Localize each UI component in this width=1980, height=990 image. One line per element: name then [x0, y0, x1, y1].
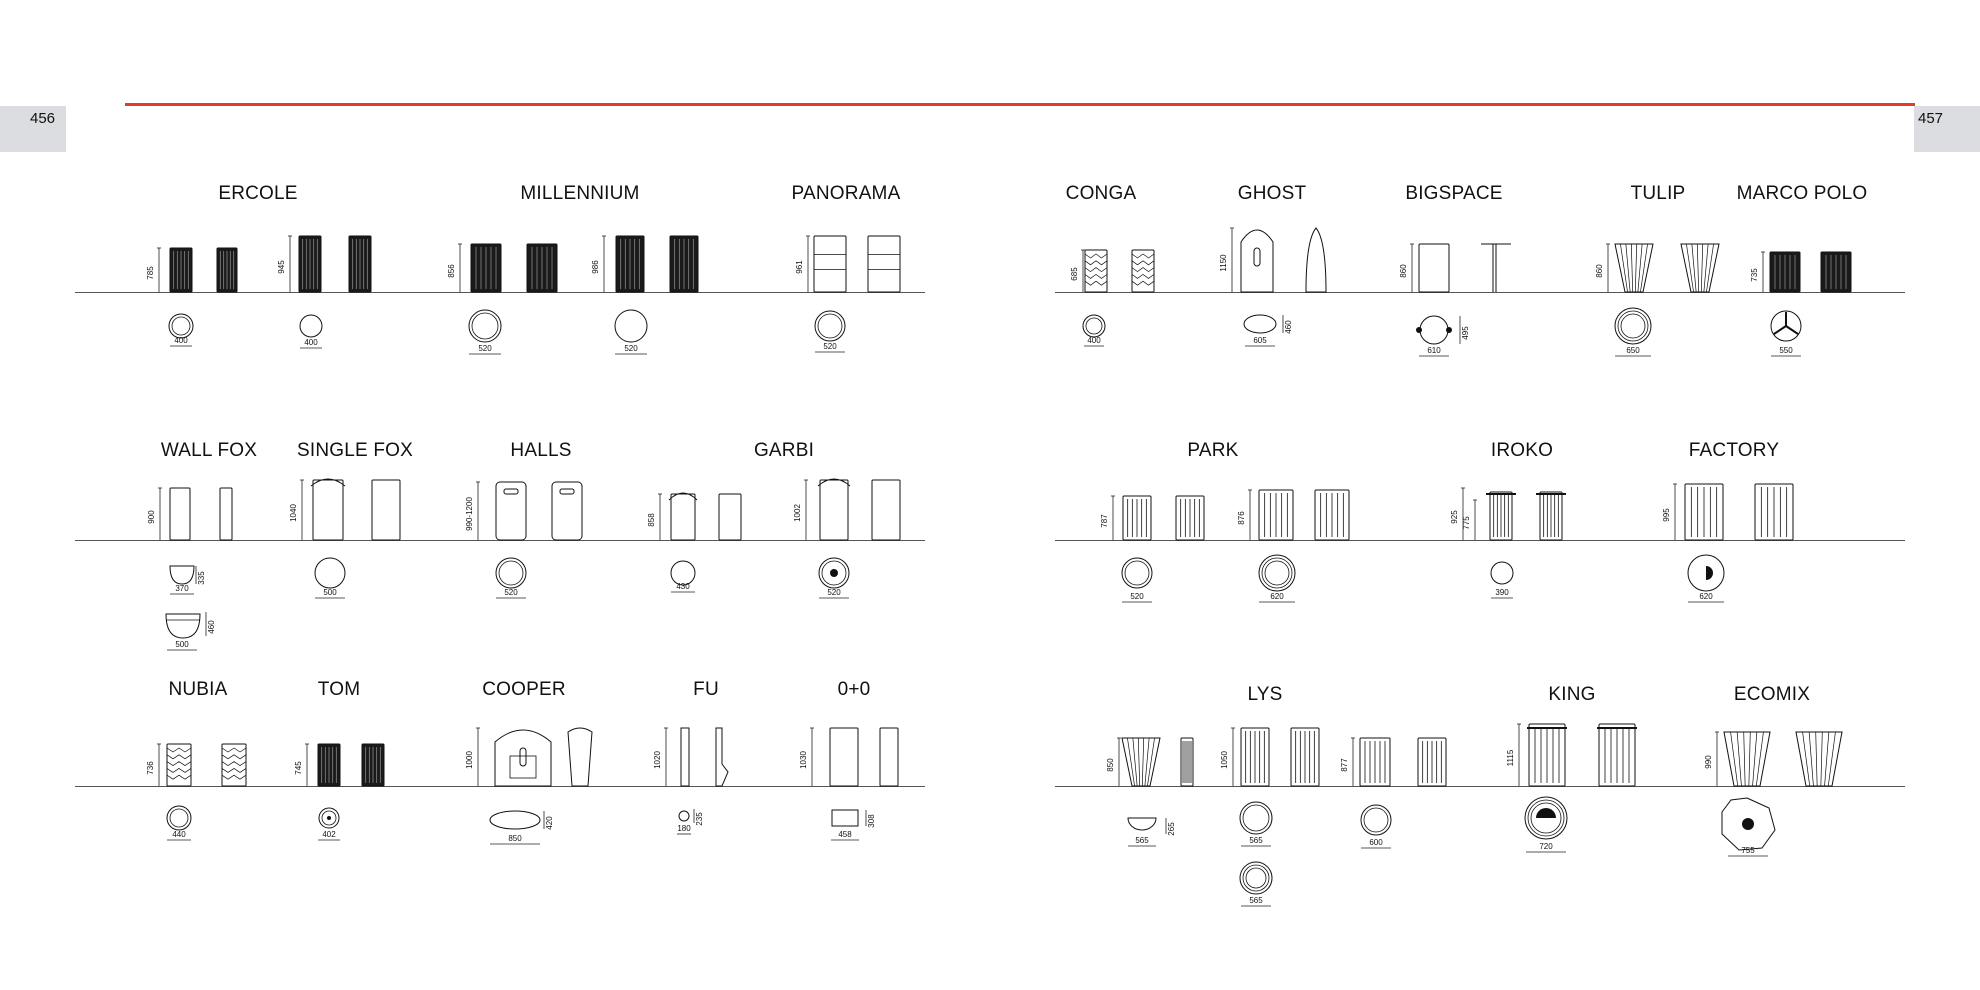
width-label: 520: [478, 344, 492, 353]
page-number-left-text: 456: [30, 110, 56, 127]
bin-drawing: [1291, 728, 1319, 786]
width-label: 565: [1249, 896, 1263, 905]
width-label: 180: [677, 824, 691, 833]
width-dimension: [831, 830, 859, 840]
product-title-conga: CONGA: [1065, 183, 1137, 204]
width-dimension: [1771, 346, 1801, 356]
width-dimension: [469, 344, 501, 354]
width-dimension: [1688, 592, 1724, 602]
plan-view: [1361, 805, 1391, 835]
width-dimension: [815, 342, 845, 352]
product-title-ercole: ERCOLE: [218, 183, 298, 204]
plan-view: [1083, 315, 1105, 337]
bin-drawing: [496, 482, 526, 540]
height-dimension: [465, 482, 480, 540]
height-dimension: [647, 494, 662, 540]
plan-view: [1240, 862, 1272, 894]
width-label: 520: [827, 588, 841, 597]
product-title-nubia: NUBIA: [168, 679, 228, 700]
bin-drawing: [1529, 724, 1565, 786]
product-title-king: KING: [1548, 684, 1596, 705]
depth-label: 235: [695, 812, 704, 826]
bin-drawing: [880, 728, 898, 786]
width-label: 400: [1087, 336, 1101, 345]
width-label: 620: [1270, 592, 1284, 601]
width-label: 500: [175, 640, 189, 649]
bin-drawing: [1419, 244, 1449, 292]
fu-side-view: [716, 728, 728, 786]
plan-view: [1420, 316, 1448, 344]
product-title-bigspace: BIGSPACE: [1405, 183, 1503, 204]
height-label: 858: [647, 513, 656, 527]
product-title-cooper: COOPER: [482, 679, 566, 700]
bin-drawing: [311, 479, 345, 540]
product-title-halls: HALLS: [510, 440, 572, 461]
bin-drawing: [167, 744, 191, 786]
depth-label: 308: [867, 814, 876, 828]
bin-drawing: [318, 744, 340, 786]
bin-drawing: [814, 236, 846, 292]
bin-drawing: [1540, 492, 1562, 540]
depth-dimension: [544, 811, 554, 830]
width-dimension: [315, 588, 345, 598]
bin-drawing: [1615, 244, 1653, 292]
product-title-fu: FU: [693, 679, 719, 700]
bin-drawing: [818, 479, 850, 540]
handle-mark: [1416, 327, 1422, 333]
product-title-millennium: MILLENNIUM: [520, 183, 640, 204]
bin-drawing: [868, 236, 900, 292]
height-label: 860: [1595, 264, 1604, 278]
bin-drawing: [1685, 484, 1723, 540]
width-label: 440: [172, 830, 186, 839]
width-dimension: [1615, 346, 1651, 356]
bin-drawing: [1599, 724, 1635, 786]
product-title-0plus0: 0+0: [837, 679, 871, 700]
bin-drawing: [170, 248, 192, 292]
width-dimension: [1241, 896, 1271, 906]
height-label: 961: [795, 260, 804, 274]
height-label: 735: [1750, 268, 1759, 282]
bin-drawing: [1360, 738, 1390, 786]
product-title-tulip: TULIP: [1630, 183, 1686, 204]
tom-plan-detail: [327, 816, 331, 820]
height-dimension: [289, 480, 304, 540]
depth-dimension: [1283, 315, 1293, 334]
height-label: 787: [1100, 514, 1109, 528]
width-dimension: [1122, 592, 1152, 602]
depth-label: 335: [197, 571, 206, 585]
depth-dimension: [694, 809, 704, 826]
product-title-lys: LYS: [1247, 684, 1283, 705]
width-label: 720: [1539, 842, 1553, 851]
width-dimension: [1419, 346, 1449, 356]
height-label: 1050: [1220, 751, 1229, 769]
product-title-park: PARK: [1187, 440, 1239, 461]
bin-drawing: [471, 244, 501, 292]
height-dimension: [277, 236, 292, 292]
bin-drawing: [1724, 732, 1770, 786]
plan-view: [496, 558, 526, 588]
bin-drawing: [1796, 732, 1842, 786]
bin-drawing: [1681, 244, 1719, 292]
height-label: 685: [1070, 267, 1079, 281]
lys-plan-half: [1128, 818, 1156, 830]
width-dimension: [318, 830, 340, 840]
bin-drawing: [1241, 230, 1273, 292]
height-dimension: [591, 236, 606, 292]
width-label: 520: [1130, 592, 1144, 601]
bin-drawing: [1132, 250, 1154, 292]
height-label: 925: [1450, 510, 1459, 524]
product-title-single-fox: SINGLE FOX: [296, 440, 414, 461]
plan-view: [300, 315, 322, 337]
height-label: 986: [591, 260, 600, 274]
bin-drawing: [1315, 490, 1349, 540]
width-dimension: [1084, 336, 1104, 346]
height-label: 1115: [1506, 749, 1515, 767]
depth-label: 420: [545, 816, 554, 830]
bin-drawing: [669, 493, 697, 540]
height-dimension: [147, 488, 162, 540]
width-label: 565: [1135, 836, 1149, 845]
width-label: 605: [1253, 336, 1267, 345]
width-dimension: [819, 588, 849, 598]
product-title-factory: FACTORY: [1688, 440, 1780, 461]
bin-drawing: [349, 236, 371, 292]
bin-drawing: [1085, 250, 1107, 292]
height-label: 1002: [793, 504, 802, 522]
plan-view: [1615, 308, 1651, 344]
height-label: 876: [1237, 511, 1246, 525]
product-title-panorama: PANORAMA: [791, 183, 901, 204]
width-label: 390: [1495, 588, 1509, 597]
width-label: 620: [1699, 592, 1713, 601]
height-dimension: [653, 728, 668, 786]
width-label: 610: [1427, 346, 1441, 355]
width-label: 520: [823, 342, 837, 351]
width-dimension: [677, 824, 691, 834]
plan-view: [315, 558, 345, 588]
width-dimension: [1491, 588, 1513, 598]
height-label: 785: [146, 266, 155, 280]
wallfox-plan-large: [166, 614, 200, 638]
bin-drawing: [552, 482, 582, 540]
height-dimension: [1070, 250, 1085, 292]
height-label: 1150: [1219, 254, 1228, 272]
height-label: 990-1200: [465, 497, 474, 531]
height-label: 1020: [653, 751, 662, 769]
plan-view: [167, 806, 191, 830]
width-label: 400: [174, 336, 188, 345]
bin-drawing: [670, 236, 698, 292]
height-dimension: [1220, 728, 1235, 786]
height-dimension: [447, 244, 462, 292]
width-dimension: [167, 830, 191, 840]
plan-view: [615, 310, 647, 342]
height-dimension: [1399, 244, 1414, 292]
plan-view: [815, 311, 845, 341]
height-dimension: [799, 728, 814, 786]
width-dimension: [496, 588, 526, 598]
plan-view: [1491, 562, 1513, 584]
bin-drawing: [872, 480, 900, 540]
height-label: 1040: [289, 504, 298, 522]
height-dimension: [1106, 738, 1121, 786]
width-dimension: [1245, 336, 1275, 346]
width-dimension: [615, 344, 647, 354]
bin-drawing: [495, 730, 551, 786]
bin-drawing: [1241, 728, 1269, 786]
width-label: 850: [508, 834, 522, 843]
height-label: 1030: [799, 751, 808, 769]
height-dimension: [465, 728, 480, 786]
height-dimension: [146, 248, 161, 292]
width-label: 402: [322, 830, 336, 839]
height-dimension: [1462, 500, 1477, 540]
height-label: 736: [146, 761, 155, 775]
width-label: 565: [1249, 836, 1263, 845]
bin-drawing: [1490, 492, 1512, 540]
ghost-side-view: [1306, 228, 1326, 292]
bin-drawing: [299, 236, 321, 292]
width-dimension: [1241, 836, 1271, 846]
width-label: 520: [624, 344, 638, 353]
handle-mark: [1446, 327, 1452, 333]
product-title-iroko: IROKO: [1490, 440, 1554, 461]
product-title-garbi: GARBI: [753, 440, 815, 461]
depth-label: 495: [1461, 326, 1470, 340]
bin-drawing: [527, 244, 557, 292]
width-dimension: [170, 584, 194, 594]
height-label: 877: [1340, 758, 1349, 772]
height-label: 775: [1462, 516, 1471, 530]
plan-view: [679, 811, 689, 821]
bin-drawing: [362, 744, 384, 786]
height-label: 856: [447, 264, 456, 278]
height-dimension: [1595, 244, 1610, 292]
plan-view: [1122, 558, 1152, 588]
height-dimension: [1662, 484, 1677, 540]
depth-dimension: [196, 566, 206, 585]
bin-drawing: [616, 236, 644, 292]
height-dimension: [1704, 732, 1719, 786]
width-label: 650: [1626, 346, 1640, 355]
height-dimension: [1219, 228, 1234, 292]
depth-label: 265: [1167, 822, 1176, 836]
height-label: 945: [277, 260, 286, 274]
height-dimension: [1100, 496, 1115, 540]
width-dimension: [1361, 838, 1391, 848]
page-number-right-text: 457: [1918, 110, 1944, 127]
height-dimension: [793, 480, 808, 540]
product-title-ghost: GHOST: [1237, 183, 1307, 204]
depth-dimension: [866, 810, 876, 828]
depth-label: 460: [1284, 320, 1293, 334]
depth-label: 460: [207, 620, 216, 634]
width-dimension: [170, 336, 192, 346]
bin-drawing: [1418, 738, 1446, 786]
0plus0-plan-view: [832, 810, 858, 826]
height-label: 900: [147, 510, 156, 524]
product-title-tom: TOM: [317, 679, 361, 700]
depth-dimension: [1460, 316, 1470, 344]
bin-drawing: [1770, 252, 1800, 292]
plan-view: [469, 310, 501, 342]
height-label: 990: [1704, 755, 1713, 769]
depth-dimension: [206, 612, 216, 636]
width-label: 600: [1369, 838, 1383, 847]
ghost-plan-view: [1244, 315, 1276, 333]
width-label: 550: [1779, 346, 1793, 355]
width-label: 430: [676, 582, 690, 591]
cooper-side-view: [568, 728, 592, 786]
bin-drawing: [222, 744, 246, 786]
bin-drawing: [372, 480, 400, 540]
bin-drawing: [1181, 738, 1193, 786]
bigspace-side-view: [1481, 244, 1511, 292]
bin-drawing: [170, 488, 190, 540]
bin-drawing: [1755, 484, 1793, 540]
width-label: 755: [1741, 846, 1755, 855]
height-label: 995: [1662, 508, 1671, 522]
ecomix-plan-detail: [1742, 818, 1754, 830]
width-dimension: [490, 834, 540, 844]
height-label: 850: [1106, 758, 1115, 772]
plan-view: [1240, 802, 1272, 834]
width-dimension: [300, 338, 322, 348]
width-dimension: [1128, 836, 1156, 846]
height-dimension: [795, 236, 810, 292]
height-dimension: [1340, 738, 1355, 786]
width-label: 370: [175, 584, 189, 593]
height-dimension: [1237, 490, 1252, 540]
height-label: 1000: [465, 751, 474, 769]
height-dimension: [146, 744, 161, 786]
height-dimension: [294, 744, 309, 786]
height-dimension: [1450, 488, 1465, 540]
height-label: 860: [1399, 264, 1408, 278]
product-title-ecomix: ECOMIX: [1733, 684, 1811, 705]
cooper-plan-view: [490, 811, 540, 829]
wallfox-plan-small: [170, 566, 194, 584]
bin-drawing: [719, 494, 741, 540]
product-title-marco-polo: MARCO POLO: [1736, 183, 1868, 204]
plan-view: [169, 314, 193, 338]
fu-front-view: [681, 728, 689, 786]
width-label: 500: [323, 588, 337, 597]
width-dimension: [1259, 592, 1295, 602]
bin-drawing: [1259, 490, 1293, 540]
bin-drawing: [1821, 252, 1851, 292]
depth-dimension: [1166, 818, 1176, 836]
width-dimension: [167, 640, 197, 650]
width-dimension: [1526, 842, 1566, 852]
plan-view: [1259, 555, 1295, 591]
product-title-wall-fox: WALL FOX: [160, 440, 258, 461]
height-label: 745: [294, 761, 303, 775]
bin-drawing: [220, 488, 232, 540]
width-dimension: [671, 582, 695, 592]
garbi-plan-detail: [830, 569, 838, 577]
width-label: 520: [504, 588, 518, 597]
bin-drawing: [217, 248, 237, 292]
width-label: 400: [304, 338, 318, 347]
bin-drawing: [1176, 496, 1204, 540]
height-dimension: [1506, 724, 1521, 786]
bin-drawing: [1123, 496, 1151, 540]
bin-drawing: [830, 728, 858, 786]
bin-drawing: [1122, 738, 1160, 786]
width-label: 458: [838, 830, 852, 839]
height-dimension: [1750, 252, 1765, 292]
